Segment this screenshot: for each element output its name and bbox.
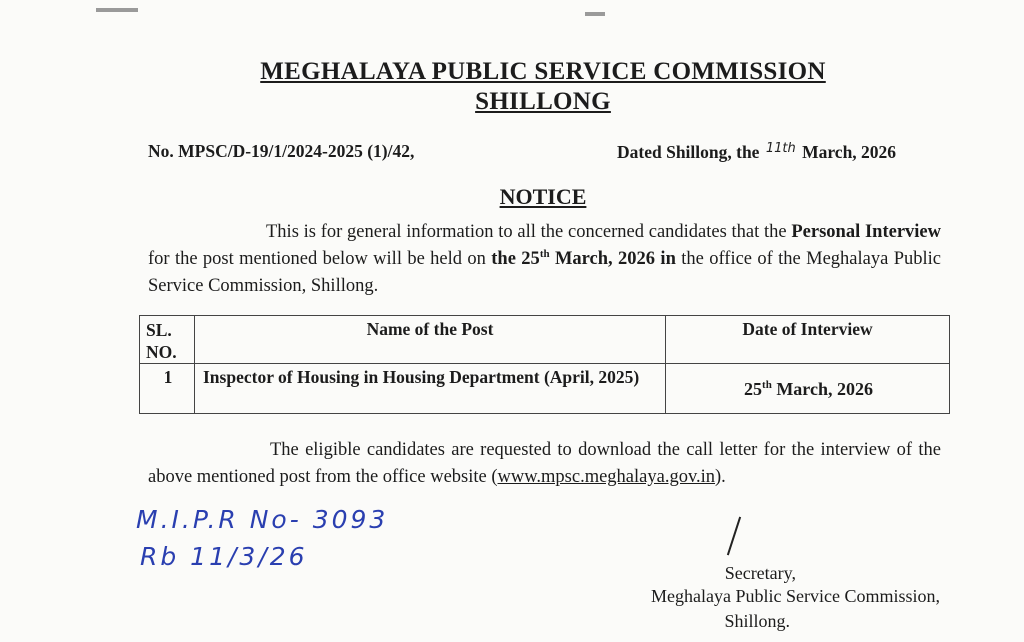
notice-paragraph-1 — [148, 219, 941, 300]
para2-text-a: The eligible candidates are requested to download the call letter for the interview of the above mentioned post from the office website ( — [148, 440, 941, 487]
reference-number: No. MPSC/D-19/1/2024-2025 (1)/42, — [148, 141, 415, 161]
notice-paragraph-2 — [148, 437, 941, 491]
reference-date — [617, 141, 896, 163]
para1-text-a: This is for general information to all the concerned candidates that the — [266, 222, 787, 242]
para1-bold-date: the 25th March, 2026 in — [491, 247, 676, 269]
handwritten-note-line-2: Rb 11/3/26 — [140, 542, 308, 571]
notice-heading: NOTICE — [499, 184, 587, 209]
cell-interview-date: 25th March, 2026 — [666, 364, 950, 414]
header-post-name: Name of the Post — [195, 316, 666, 364]
signature-mark — [727, 517, 741, 556]
handwritten-note-line-1: M.I.P.R No- 3093 — [136, 505, 389, 534]
header-interview-date: Date of Interview — [666, 316, 950, 364]
cell-post-name: Inspector of Housing in Housing Department (April, 2025) — [195, 364, 666, 414]
handwritten-date: 11th — [765, 141, 796, 156]
signature-city: Shillong. — [724, 611, 790, 631]
date-prefix: Dated Shillong, the — [617, 142, 760, 162]
date-suffix: March, 2026 — [802, 142, 897, 162]
organization-title: MEGHALAYA PUBLIC SERVICE COMMISSION — [260, 58, 826, 85]
signature-title: Secretary, — [724, 563, 796, 583]
para2-text-b: ). — [715, 467, 726, 487]
scan-mark-left — [96, 8, 138, 12]
city-title: SHILLONG — [475, 88, 611, 115]
header-sl-no: SL. NO. — [140, 316, 195, 364]
para1-bold-interview: Personal Interview — [791, 222, 941, 242]
website-link[interactable]: www.mpsc.meghalaya.gov.in — [497, 467, 716, 487]
scan-mark-center — [585, 12, 605, 16]
interview-table — [139, 315, 950, 414]
table-header-row — [140, 316, 950, 364]
table-row — [140, 364, 950, 414]
cell-sl-no: 1 — [140, 364, 195, 414]
para1-text-b: for the post mentioned below will be held on — [148, 249, 486, 269]
signature-organization: Meghalaya Public Service Commission, — [651, 586, 940, 606]
para1-text-c: the office of the Meghalaya Public Service Commission, Shillong. — [148, 249, 941, 296]
